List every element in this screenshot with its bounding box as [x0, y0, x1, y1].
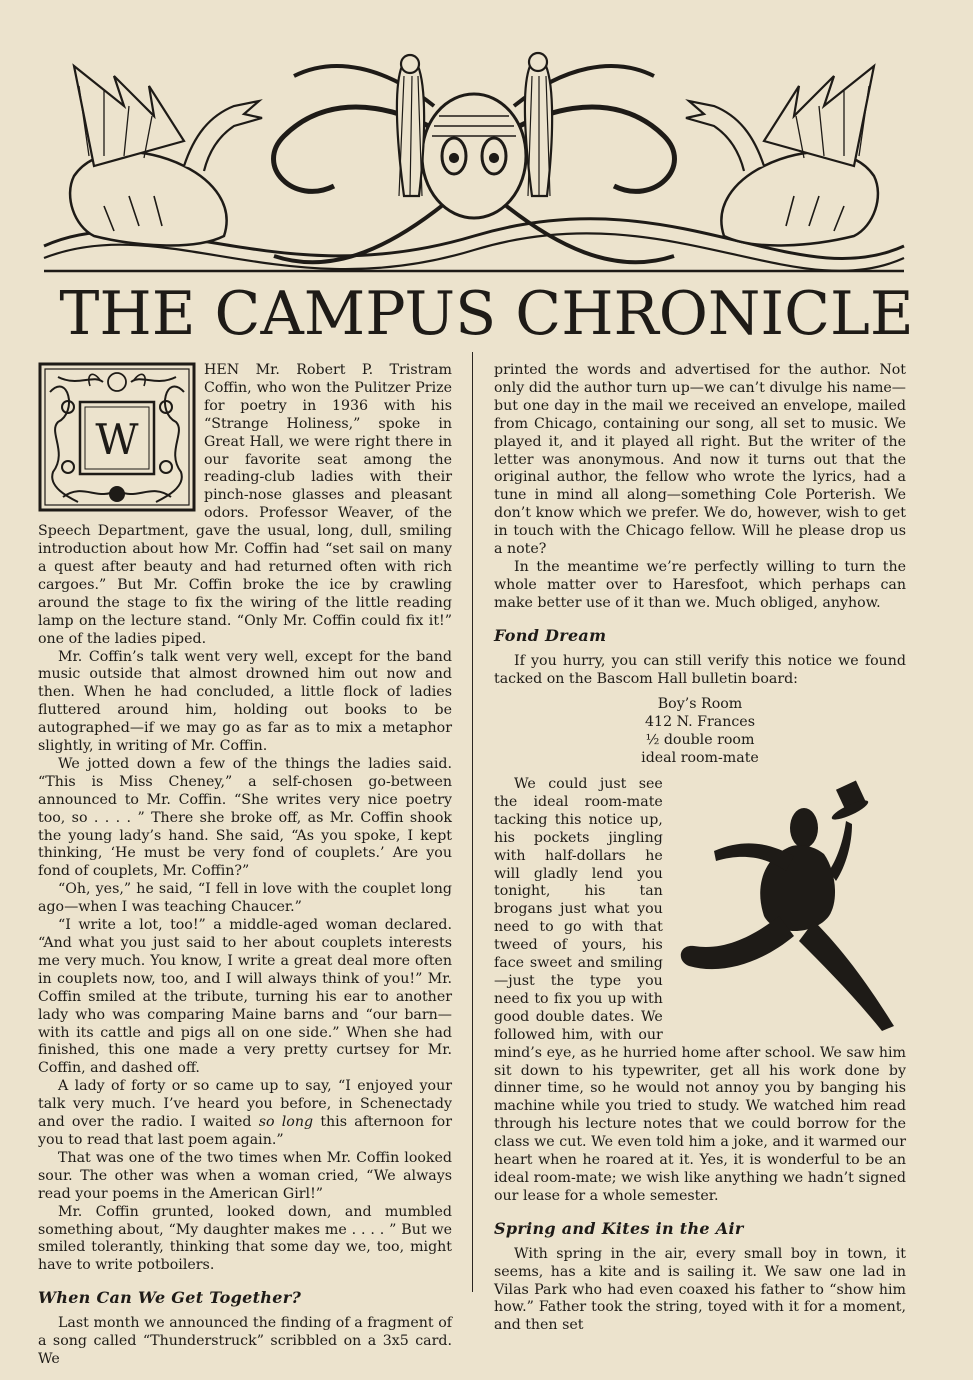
paragraph: That was one of the two times when Mr. Coffin looked sour. The other was when a woman cried, “We always read your poems in the American Girl!”: [38, 1149, 452, 1202]
paragraph: “Oh, yes,” he said, “I fell in love with the couplet long ago—when I was teaching Chaucer.”: [38, 881, 452, 916]
section-heading: When Can We Get Together?: [38, 1288, 302, 1308]
notice-line: 412 N. Frances: [645, 714, 755, 731]
column-divider: [472, 352, 473, 1292]
left-column: [38, 362, 452, 1369]
dropcap-letter: W: [95, 415, 139, 464]
paragraph: We could just see the ideal room-mate tacking this notice up, his pockets jingling with half-dollars he will gladly lend you tonight, his tan brogans just what you need to go with that tweed of yours, his face sweet and smiling—just the type you need to fix you up with good double dates. We followed him, with our mind’s eye, as he hurried home after school. We saw him sit down to his typewriter, get all his work done by dinner time, so he would not annoy you by banging his machine while you tried to study. We watched him read through his lecture notes that we could borrow for the class we cut. We even told him a joke, and it warmed our heart when he roared at it. Yes, it is wonderful to be an ideal room-mate; we wish like anything we hadn’t signed our lease for a whole semester.: [494, 776, 906, 1204]
paragraph: We jotted down a few of the things the ladies said. “This is Miss Cheney,” a self-chosen go-between announced to Mr. Coffin. “She writes very nice poetry too, so . . . . ” There she broke off, as Mr. Coffin shook the young lady’s hand. She said, “As you spoke, I kept thinking, ‘He must be very fond of couplets.’ Are you fond of couplets, Mr. Coffin?”: [38, 755, 452, 880]
paragraph: HEN Mr. Robert P. Tristram Coffin, who won the Pulitzer Prize for poetry in 1936 with his “Strange Holiness,” spoke in Great Hall, we were right there in our favorite seat among the reading-club ladies with their pinch-nose glasses and pleasant odors. Professor Weaver, of the Speech Department, gave the usual, long, dull, smiling introduction about how Mr. Coffin had “set sail on many a quest after beauty and had returned often with rich cargoes.” But Mr. Coffin broke the ice by crawling around the stage to fix the wiring of the little reading lamp on the lecture stand. “Only Mr. Coffin could fix it!” one of the ladies piped.: [38, 362, 452, 647]
bulletin-notice: [494, 696, 906, 768]
paragraph: Mr. Coffin grunted, looked down, and mumbled something about, “My daughter makes me . . . . ” But we smiled tolerantly, thinking that some day we, too, might have to write potboilers.: [38, 1203, 452, 1274]
paragraph: “I write a lot, too!” a middle-aged woman declared. “And what you just said to her about couplets interests me very much. You know, I write a great deal more often in couplets now, too, and I will always think of you!” Mr. Coffin smiled at the tribute, turning his ear to another lady who was comparing Maine barns and “our barn—with its cattle and pigs all on one side.” When she had finished, this one made a very pretty curtsey for Mr. Coffin, and dashed off.: [38, 917, 452, 1077]
paragraph: [38, 1078, 452, 1150]
section-heading: Spring and Kites in the Air: [494, 1218, 744, 1238]
notice-line: ideal room-mate: [641, 750, 759, 767]
paragraph: In the meantime we’re perfectly willing to turn the whole matter over to Haresfoot, which perhaps can make better use of it than we. Much obliged, anyhow.: [494, 558, 906, 611]
paragraph: If you hurry, you can still verify this notice we found tacked on the Bascom Hall bulletin board:: [494, 652, 906, 687]
notice-line: Boy’s Room: [657, 696, 743, 713]
paragraph: Mr. Coffin’s talk went very well, except for the band music outside that almost drowned him out now and then. When he had concluded, a little flock of ladies fluttered around him, holding out books to be autographed—if we may go as far as to mix a metaphor slightly, in writing of Mr. Coffin.: [38, 648, 452, 755]
ornamental-dropcap: [38, 362, 196, 512]
right-column: [494, 362, 906, 1335]
notice-line: ½ double room: [645, 732, 755, 749]
paragraph: printed the words and advertised for the author. Not only did the author turn up—we can’t divulge his name—but one day in the mail we received an envelope, mailed from Chicago, containing our song, all set to music. We played it, and it played all right. But the writer of the letter was anonymous. And now it turns out that the original author, the fellow who wrote the lyrics, had a tune in mind all along—something Cole Porterish. We don’t know which we prefer. We do, however, wish to get in touch with the Chicago fellow. Will he please drop us a note?: [494, 362, 906, 558]
paragraph-text: A lady of forty or so came up to say, “I enjoyed your talk very much. I’ve heard you before, in Schenectady and over the radio. I waited: [38, 1078, 452, 1131]
paragraph-text: this afternoon for you to read that last poem again.”: [38, 1114, 452, 1148]
paragraph: Last month we announced the finding of a fragment of a song called “Thunderstruck” scribbled on a 3x5 card. We: [38, 1315, 452, 1367]
section-heading: Fond Dream: [494, 625, 607, 645]
emphasis-text: so long: [258, 1114, 314, 1131]
paragraph: With spring in the air, every small boy in town, it seems, has a kite and is sailing it. We saw one lad in Vilas Park who had even coaxed his father to “show him how.” Father took the string, toyed with it for a moment, and then set: [494, 1245, 906, 1334]
masthead-title: THE CAMPUS CHRONICLE: [59, 279, 914, 349]
decorative-banner-illustration: [34, 46, 914, 284]
running-man-silhouette: [654, 776, 916, 1036]
